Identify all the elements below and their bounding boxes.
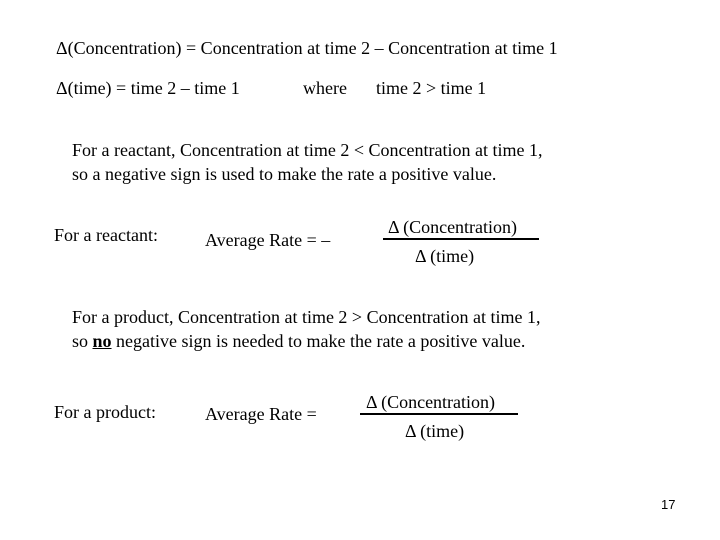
where-word: where <box>303 78 347 98</box>
product-note-emphasis: no <box>92 331 112 351</box>
delta-concentration-definition: Δ(Concentration) = Concentration at time 2 – Concentration at time 1 <box>56 38 558 58</box>
product-note-line-1: For a product, Concentration at time 2 > Concentration at time 1, <box>72 307 541 327</box>
reactant-rate-label: Average Rate = – <box>205 230 331 250</box>
reactant-denominator: Δ (time) <box>415 246 475 266</box>
product-rate-label: Average Rate = <box>205 404 317 424</box>
delta-time-definition: Δ(time) = time 2 – time 1 <box>56 78 240 98</box>
product-note-line-2 <box>72 330 525 352</box>
reactant-note-line-2: so a negative sign is used to make the rate a positive value. <box>72 164 497 184</box>
reactant-label: For a reactant: <box>54 225 158 245</box>
reactant-note-line-1: For a reactant, Concentration at time 2 < Concentration at time 1, <box>72 140 543 160</box>
reactant-fraction-bar <box>383 238 539 240</box>
product-numerator: Δ (Concentration) <box>366 392 496 412</box>
product-note-prefix: so <box>72 331 93 351</box>
time-condition: time 2 > time 1 <box>376 78 487 98</box>
product-label: For a product: <box>54 402 156 422</box>
page-number: 17 <box>661 497 676 512</box>
reactant-numerator: Δ (Concentration) <box>388 217 518 237</box>
product-fraction-bar <box>360 413 518 415</box>
product-denominator: Δ (time) <box>405 421 465 441</box>
product-note-suffix: negative sign is needed to make the rate a positive value. <box>111 331 526 351</box>
